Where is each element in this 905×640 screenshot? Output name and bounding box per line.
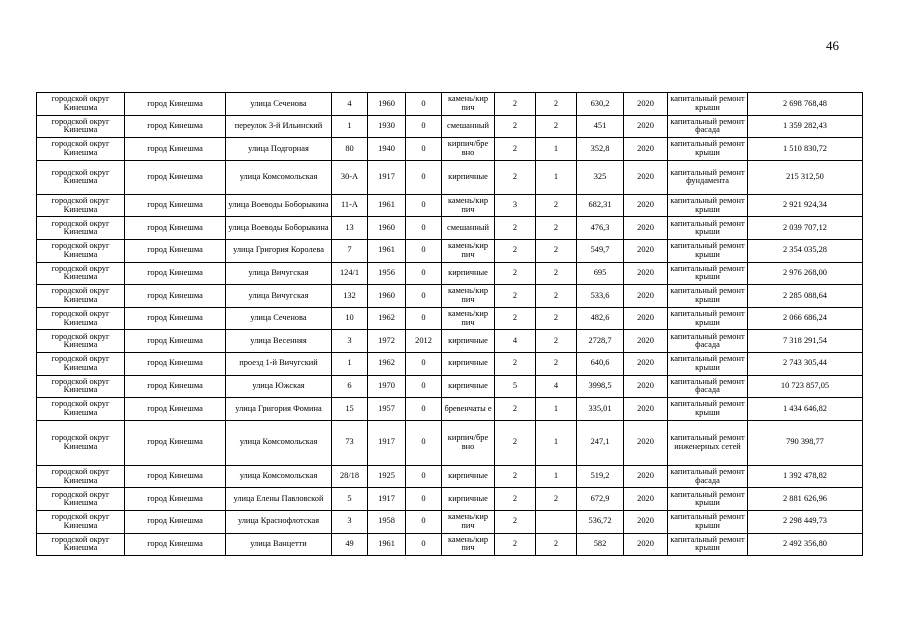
reconstruction-year-cell: 0 (406, 420, 442, 465)
table-row (37, 93, 863, 116)
repair-year-cell: 2020 (624, 375, 668, 398)
reconstruction-year-cell: 0 (406, 398, 442, 421)
reconstruction-year-cell: 0 (406, 285, 442, 308)
repair-year-cell: 2020 (624, 352, 668, 375)
wall-material-cell: кирпичные (442, 330, 495, 353)
reconstruction-year-cell: 0 (406, 115, 442, 138)
house-number-cell: 3 (332, 510, 368, 533)
construction-year-cell: 1970 (368, 375, 406, 398)
table-row (37, 194, 863, 217)
house-number-cell: 49 (332, 533, 368, 556)
wall-material-cell: камень/кир пич (442, 93, 495, 116)
entrances-cell: 1 (536, 465, 577, 488)
municipal-district-cell: городской округ Кинешма (37, 307, 125, 330)
municipal-district-cell: городской округ Кинешма (37, 194, 125, 217)
table-row (37, 217, 863, 240)
settlement-cell: город Кинешма (125, 510, 226, 533)
table-row (37, 138, 863, 161)
wall-material-cell: камень/кир пич (442, 239, 495, 262)
construction-year-cell: 1960 (368, 217, 406, 240)
area-cell: 451 (577, 115, 624, 138)
house-number-cell: 15 (332, 398, 368, 421)
municipal-district-cell: городской округ Кинешма (37, 262, 125, 285)
work-type-cell: капитальный ремонт инженерных сетей (668, 420, 748, 465)
reconstruction-year-cell: 0 (406, 465, 442, 488)
repair-year-cell: 2020 (624, 262, 668, 285)
page-number: 46 (826, 38, 839, 53)
street-cell: улица Комсомольская (226, 420, 332, 465)
municipal-district-cell: городской округ Кинешма (37, 510, 125, 533)
municipal-district-cell: городской округ Кинешма (37, 330, 125, 353)
entrances-cell: 2 (536, 330, 577, 353)
repair-year-cell: 2020 (624, 194, 668, 217)
house-number-cell: 6 (332, 375, 368, 398)
cost-cell: 1 510 830,72 (748, 138, 863, 161)
work-type-cell: капитальный ремонт фасада (668, 465, 748, 488)
street-cell: улица Краснофлотская (226, 510, 332, 533)
street-cell: улица Воеводы Боборыкина (226, 217, 332, 240)
settlement-cell: город Кинешма (125, 307, 226, 330)
area-cell: 536,72 (577, 510, 624, 533)
floors-cell: 4 (495, 330, 536, 353)
cost-cell: 1 359 282,43 (748, 115, 863, 138)
work-type-cell: капитальный ремонт крыши (668, 239, 748, 262)
street-cell: улица Григория Королева (226, 239, 332, 262)
cost-cell: 7 318 291,54 (748, 330, 863, 353)
street-cell: улица Комсомольская (226, 160, 332, 194)
wall-material-cell: камень/кир пич (442, 194, 495, 217)
reconstruction-year-cell: 0 (406, 217, 442, 240)
table-row (37, 398, 863, 421)
municipal-district-cell: городской округ Кинешма (37, 398, 125, 421)
house-number-cell: 10 (332, 307, 368, 330)
area-cell: 640,6 (577, 352, 624, 375)
table-row (37, 420, 863, 465)
repair-year-cell: 2020 (624, 420, 668, 465)
work-type-cell: капитальный ремонт крыши (668, 138, 748, 161)
table-row (37, 488, 863, 511)
cost-cell: 2 976 268,00 (748, 262, 863, 285)
wall-material-cell: камень/кир пич (442, 510, 495, 533)
house-number-cell: 7 (332, 239, 368, 262)
area-cell: 682,31 (577, 194, 624, 217)
wall-material-cell: кирпичные (442, 352, 495, 375)
entrances-cell: 2 (536, 194, 577, 217)
cost-cell: 790 398,77 (748, 420, 863, 465)
work-type-cell: капитальный ремонт крыши (668, 93, 748, 116)
house-number-cell: 11-А (332, 194, 368, 217)
settlement-cell: город Кинешма (125, 330, 226, 353)
work-type-cell: капитальный ремонт крыши (668, 398, 748, 421)
settlement-cell: город Кинешма (125, 194, 226, 217)
reconstruction-year-cell: 0 (406, 160, 442, 194)
construction-year-cell: 1972 (368, 330, 406, 353)
entrances-cell: 2 (536, 93, 577, 116)
entrances-cell: 1 (536, 160, 577, 194)
floors-cell: 2 (495, 465, 536, 488)
area-cell: 582 (577, 533, 624, 556)
repair-year-cell: 2020 (624, 398, 668, 421)
street-cell: улица Весенняя (226, 330, 332, 353)
repair-year-cell: 2020 (624, 465, 668, 488)
street-cell: переулок 3-й Ильинский (226, 115, 332, 138)
wall-material-cell: камень/кир пич (442, 285, 495, 308)
work-type-cell: капитальный ремонт крыши (668, 533, 748, 556)
table-row (37, 375, 863, 398)
area-cell: 2728,7 (577, 330, 624, 353)
floors-cell: 5 (495, 375, 536, 398)
area-cell: 3998,5 (577, 375, 624, 398)
wall-material-cell: бревенчаты е (442, 398, 495, 421)
floors-cell: 2 (495, 510, 536, 533)
entrances-cell: 2 (536, 352, 577, 375)
floors-cell: 2 (495, 352, 536, 375)
construction-year-cell: 1961 (368, 194, 406, 217)
reconstruction-year-cell: 0 (406, 352, 442, 375)
wall-material-cell: камень/кир пич (442, 307, 495, 330)
entrances-cell: 4 (536, 375, 577, 398)
municipal-district-cell: городской округ Кинешма (37, 160, 125, 194)
table-row (37, 307, 863, 330)
table-row (37, 510, 863, 533)
cost-cell: 2 039 707,12 (748, 217, 863, 240)
area-cell: 247,1 (577, 420, 624, 465)
municipal-district-cell: городской округ Кинешма (37, 138, 125, 161)
house-number-cell: 1 (332, 115, 368, 138)
floors-cell: 2 (495, 285, 536, 308)
settlement-cell: город Кинешма (125, 352, 226, 375)
floors-cell: 2 (495, 93, 536, 116)
entrances-cell: 1 (536, 420, 577, 465)
cost-cell: 1 434 646,82 (748, 398, 863, 421)
construction-year-cell: 1957 (368, 398, 406, 421)
cost-cell: 2 492 356,80 (748, 533, 863, 556)
wall-material-cell: кирпич/бре вно (442, 420, 495, 465)
area-cell: 549,7 (577, 239, 624, 262)
cost-cell: 2 298 449,73 (748, 510, 863, 533)
work-type-cell: капитальный ремонт фасада (668, 330, 748, 353)
house-number-cell: 13 (332, 217, 368, 240)
construction-year-cell: 1962 (368, 307, 406, 330)
settlement-cell: город Кинешма (125, 398, 226, 421)
reconstruction-year-cell: 2012 (406, 330, 442, 353)
table-row (37, 330, 863, 353)
table-row (37, 239, 863, 262)
area-cell: 630,2 (577, 93, 624, 116)
work-type-cell: капитальный ремонт крыши (668, 352, 748, 375)
work-type-cell: капитальный ремонт крыши (668, 510, 748, 533)
floors-cell: 2 (495, 307, 536, 330)
settlement-cell: город Кинешма (125, 420, 226, 465)
wall-material-cell: кирпич/бре вно (442, 138, 495, 161)
entrances-cell (536, 510, 577, 533)
construction-year-cell: 1960 (368, 285, 406, 308)
floors-cell: 2 (495, 239, 536, 262)
house-number-cell: 3 (332, 330, 368, 353)
work-type-cell: капитальный ремонт фасада (668, 375, 748, 398)
construction-year-cell: 1956 (368, 262, 406, 285)
municipal-district-cell: городской округ Кинешма (37, 465, 125, 488)
municipal-district-cell: городской округ Кинешма (37, 488, 125, 511)
house-number-cell: 5 (332, 488, 368, 511)
table-row (37, 533, 863, 556)
municipal-district-cell: городской округ Кинешма (37, 217, 125, 240)
repair-year-cell: 2020 (624, 115, 668, 138)
area-cell: 695 (577, 262, 624, 285)
street-cell: улица Сеченова (226, 307, 332, 330)
reconstruction-year-cell: 0 (406, 510, 442, 533)
street-cell: улица Ванцетти (226, 533, 332, 556)
municipal-district-cell: городской округ Кинешма (37, 93, 125, 116)
settlement-cell: город Кинешма (125, 488, 226, 511)
street-cell: улица Южская (226, 375, 332, 398)
entrances-cell: 2 (536, 115, 577, 138)
wall-material-cell: кирпичные (442, 375, 495, 398)
municipal-district-cell: городской округ Кинешма (37, 352, 125, 375)
street-cell: улица Подгорная (226, 138, 332, 161)
settlement-cell: город Кинешма (125, 262, 226, 285)
cost-cell: 2 354 035,28 (748, 239, 863, 262)
wall-material-cell: смешанный (442, 217, 495, 240)
settlement-cell: город Кинешма (125, 465, 226, 488)
settlement-cell: город Кинешма (125, 239, 226, 262)
street-cell: улица Комсомольская (226, 465, 332, 488)
floors-cell: 2 (495, 262, 536, 285)
cost-cell: 1 392 478,82 (748, 465, 863, 488)
settlement-cell: город Кинешма (125, 217, 226, 240)
house-number-cell: 80 (332, 138, 368, 161)
area-cell: 476,3 (577, 217, 624, 240)
area-cell: 325 (577, 160, 624, 194)
house-number-cell: 30-А (332, 160, 368, 194)
construction-year-cell: 1917 (368, 160, 406, 194)
house-number-cell: 28/18 (332, 465, 368, 488)
reconstruction-year-cell: 0 (406, 375, 442, 398)
municipal-district-cell: городской округ Кинешма (37, 115, 125, 138)
reconstruction-year-cell: 0 (406, 138, 442, 161)
street-cell: улица Воеводы Боборыкина (226, 194, 332, 217)
register-body (37, 93, 863, 556)
cost-cell: 2 066 686,24 (748, 307, 863, 330)
entrances-cell: 2 (536, 262, 577, 285)
street-cell: проезд 1-й Вичугский (226, 352, 332, 375)
wall-material-cell: кирпичные (442, 160, 495, 194)
repair-year-cell: 2020 (624, 307, 668, 330)
entrances-cell: 2 (536, 239, 577, 262)
wall-material-cell: кирпичные (442, 465, 495, 488)
municipal-district-cell: городской округ Кинешма (37, 533, 125, 556)
cost-cell: 2 698 768,48 (748, 93, 863, 116)
settlement-cell: город Кинешма (125, 138, 226, 161)
area-cell: 519,2 (577, 465, 624, 488)
cost-cell: 10 723 857,05 (748, 375, 863, 398)
table-row (37, 115, 863, 138)
area-cell: 352,8 (577, 138, 624, 161)
cost-cell: 2 285 088,64 (748, 285, 863, 308)
reconstruction-year-cell: 0 (406, 239, 442, 262)
construction-year-cell: 1930 (368, 115, 406, 138)
settlement-cell: город Кинешма (125, 375, 226, 398)
floors-cell: 2 (495, 398, 536, 421)
street-cell: улица Сеченова (226, 93, 332, 116)
entrances-cell: 1 (536, 398, 577, 421)
house-number-cell: 132 (332, 285, 368, 308)
area-cell: 672,9 (577, 488, 624, 511)
street-cell: улица Григория Фомина (226, 398, 332, 421)
settlement-cell: город Кинешма (125, 93, 226, 116)
floors-cell: 2 (495, 217, 536, 240)
construction-year-cell: 1940 (368, 138, 406, 161)
work-type-cell: капитальный ремонт крыши (668, 307, 748, 330)
table-row (37, 352, 863, 375)
construction-year-cell: 1925 (368, 465, 406, 488)
area-cell: 335,01 (577, 398, 624, 421)
settlement-cell: город Кинешма (125, 115, 226, 138)
repair-year-cell: 2020 (624, 239, 668, 262)
municipal-district-cell: городской округ Кинешма (37, 239, 125, 262)
work-type-cell: капитальный ремонт крыши (668, 488, 748, 511)
work-type-cell: капитальный ремонт крыши (668, 217, 748, 240)
wall-material-cell: кирпичные (442, 262, 495, 285)
construction-year-cell: 1961 (368, 239, 406, 262)
entrances-cell: 2 (536, 307, 577, 330)
construction-year-cell: 1962 (368, 352, 406, 375)
floors-cell: 2 (495, 420, 536, 465)
cost-cell: 215 312,50 (748, 160, 863, 194)
settlement-cell: город Кинешма (125, 285, 226, 308)
reconstruction-year-cell: 0 (406, 533, 442, 556)
house-number-cell: 73 (332, 420, 368, 465)
cost-cell: 2 881 626,96 (748, 488, 863, 511)
settlement-cell: город Кинешма (125, 533, 226, 556)
municipal-district-cell: городской округ Кинешма (37, 375, 125, 398)
work-type-cell: капитальный ремонт фасада (668, 115, 748, 138)
entrances-cell: 2 (536, 217, 577, 240)
repair-year-cell: 2020 (624, 330, 668, 353)
entrances-cell: 1 (536, 138, 577, 161)
house-number-cell: 1 (332, 352, 368, 375)
repair-year-cell: 2020 (624, 160, 668, 194)
floors-cell: 2 (495, 160, 536, 194)
work-type-cell: капитальный ремонт крыши (668, 194, 748, 217)
reconstruction-year-cell: 0 (406, 93, 442, 116)
reconstruction-year-cell: 0 (406, 488, 442, 511)
construction-year-cell: 1958 (368, 510, 406, 533)
entrances-cell: 2 (536, 285, 577, 308)
wall-material-cell: смешанный (442, 115, 495, 138)
table-row (37, 262, 863, 285)
repair-year-cell: 2020 (624, 217, 668, 240)
construction-year-cell: 1917 (368, 488, 406, 511)
repair-year-cell: 2020 (624, 93, 668, 116)
construction-year-cell: 1960 (368, 93, 406, 116)
floors-cell: 3 (495, 194, 536, 217)
table-row (37, 285, 863, 308)
repair-year-cell: 2020 (624, 510, 668, 533)
housing-repair-register-table (36, 92, 863, 556)
construction-year-cell: 1917 (368, 420, 406, 465)
table-row (37, 465, 863, 488)
repair-year-cell: 2020 (624, 533, 668, 556)
work-type-cell: капитальный ремонт фундамента (668, 160, 748, 194)
street-cell: улица Елены Павловской (226, 488, 332, 511)
house-number-cell: 124/1 (332, 262, 368, 285)
floors-cell: 2 (495, 138, 536, 161)
work-type-cell: капитальный ремонт крыши (668, 285, 748, 308)
wall-material-cell: камень/кир пич (442, 533, 495, 556)
street-cell: улица Вичугская (226, 285, 332, 308)
street-cell: улица Вичугская (226, 262, 332, 285)
settlement-cell: город Кинешма (125, 160, 226, 194)
wall-material-cell: кирпичные (442, 488, 495, 511)
work-type-cell: капитальный ремонт крыши (668, 262, 748, 285)
construction-year-cell: 1961 (368, 533, 406, 556)
floors-cell: 2 (495, 533, 536, 556)
floors-cell: 2 (495, 488, 536, 511)
cost-cell: 2 743 305,44 (748, 352, 863, 375)
house-number-cell: 4 (332, 93, 368, 116)
repair-year-cell: 2020 (624, 138, 668, 161)
repair-year-cell: 2020 (624, 285, 668, 308)
reconstruction-year-cell: 0 (406, 262, 442, 285)
reconstruction-year-cell: 0 (406, 194, 442, 217)
repair-year-cell: 2020 (624, 488, 668, 511)
area-cell: 482,6 (577, 307, 624, 330)
table-row (37, 160, 863, 194)
area-cell: 533,6 (577, 285, 624, 308)
floors-cell: 2 (495, 115, 536, 138)
entrances-cell: 2 (536, 533, 577, 556)
reconstruction-year-cell: 0 (406, 307, 442, 330)
entrances-cell: 2 (536, 488, 577, 511)
municipal-district-cell: городской округ Кинешма (37, 285, 125, 308)
cost-cell: 2 921 924,34 (748, 194, 863, 217)
municipal-district-cell: городской округ Кинешма (37, 420, 125, 465)
